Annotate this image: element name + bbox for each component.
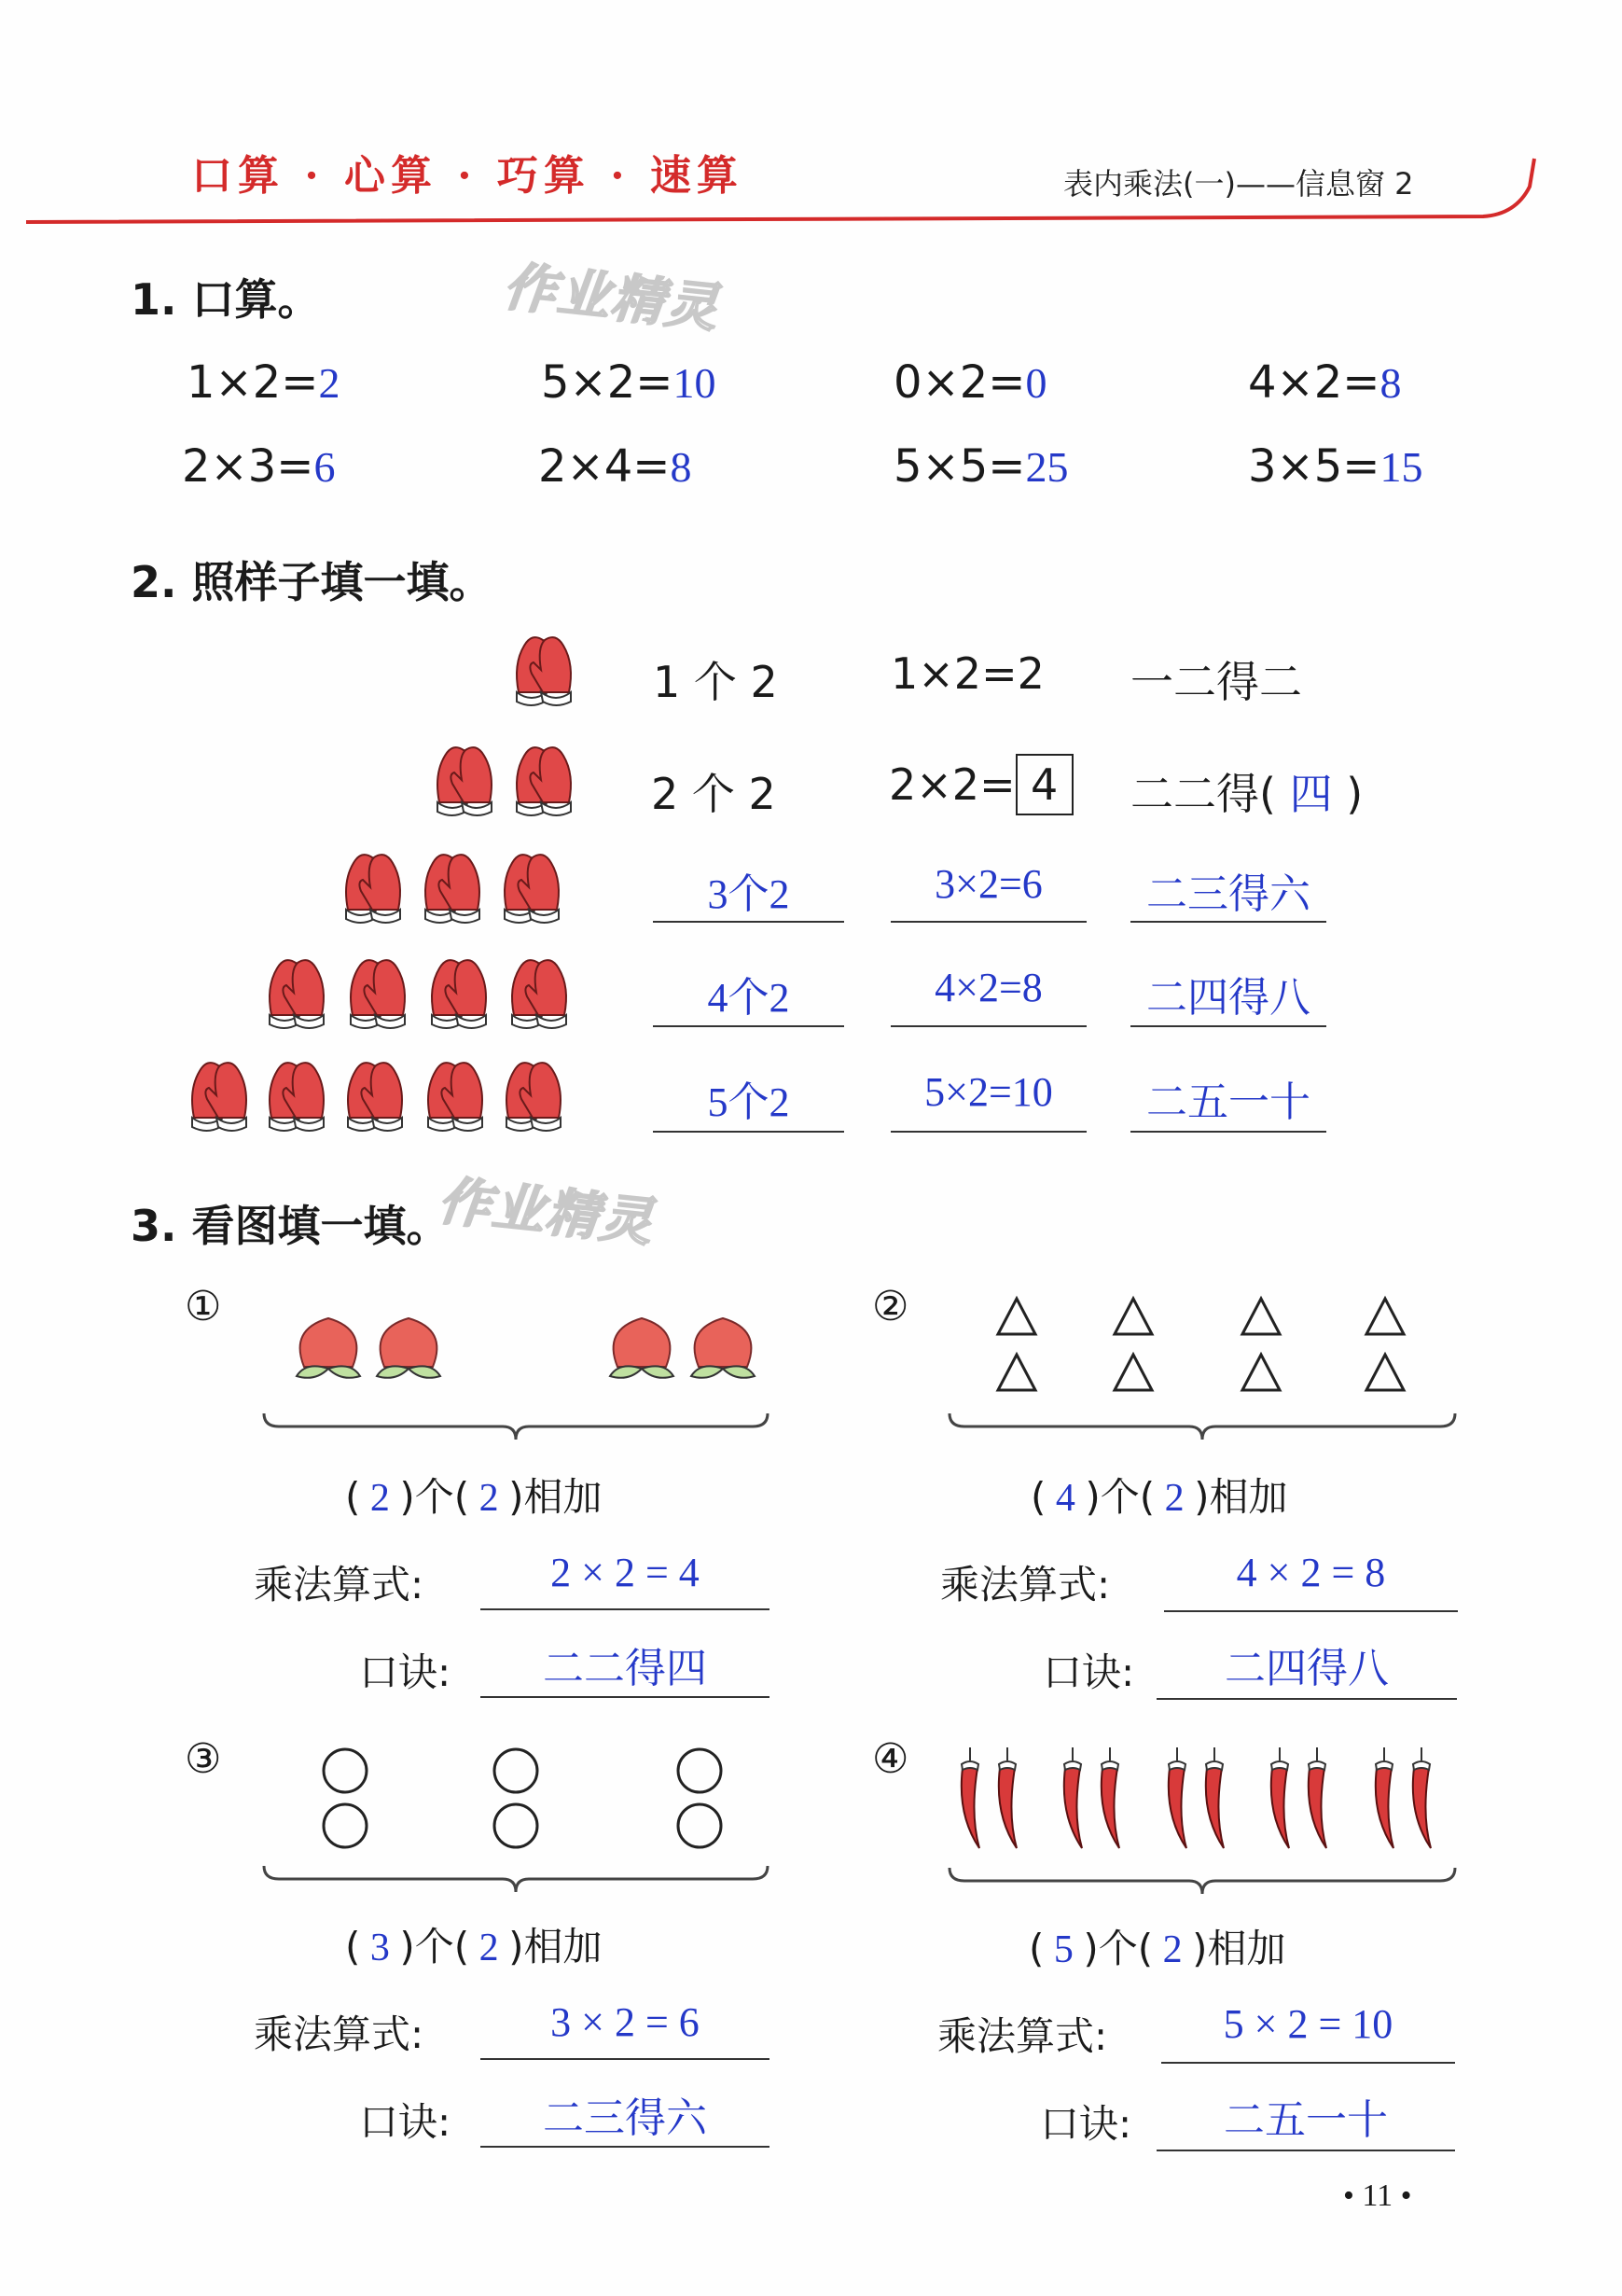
- answer: 2: [318, 359, 340, 407]
- mul-label: 乘法算式:: [254, 1562, 424, 1607]
- circle-icon: [678, 1749, 721, 1792]
- pepper-icon: [1309, 1747, 1326, 1848]
- watermark: 作业精灵: [435, 1171, 658, 1254]
- part2-add-sentence: ( 4 )个( 2 )相加: [1031, 1474, 1288, 1520]
- triangle-icon: [1366, 1299, 1404, 1334]
- underline: [1161, 2062, 1455, 2064]
- pepper-icon: [999, 1747, 1017, 1848]
- rhyme-label: 口诀:: [1043, 1649, 1135, 1695]
- part2-mul-answer: 4 × 2 = 8: [1236, 1550, 1386, 1595]
- part1-add-sentence: ( 2 )个( 2 )相加: [345, 1474, 603, 1520]
- underline: [480, 1608, 769, 1610]
- pepper-icon: [1206, 1747, 1224, 1848]
- example1-count: 1 个 2: [653, 657, 778, 707]
- pepper-icon: [1376, 1747, 1393, 1848]
- row3-count: 3个2: [707, 871, 790, 917]
- circle-icon: [494, 1749, 537, 1792]
- brace-icon: [264, 1413, 768, 1440]
- row4-rhyme: 二四得八: [1146, 975, 1310, 1021]
- circle-icon: [324, 1804, 367, 1847]
- oral-item: 4×2=8: [1248, 356, 1402, 409]
- row3-rhyme: 二三得六: [1146, 871, 1310, 917]
- triangle-icon: [1115, 1355, 1152, 1390]
- part-number: ②: [872, 1283, 909, 1330]
- row4-count: 4个2: [707, 975, 790, 1021]
- pepper-icon: [1169, 1747, 1186, 1848]
- part4-mul-answer: 5 × 2 = 10: [1223, 2001, 1393, 2047]
- part3-mul-answer: 3 × 2 = 6: [550, 1999, 700, 2045]
- section1-title: 1. 口算。: [131, 274, 321, 325]
- rhyme-label: 口诀:: [359, 2099, 451, 2145]
- row5-expr: 5×2=10: [924, 1069, 1053, 1115]
- example1-expr: 1×2=2: [891, 648, 1045, 699]
- row5-count: 5个2: [707, 1079, 790, 1125]
- triangle-icon: [1366, 1355, 1404, 1390]
- triangle-icon: [998, 1355, 1035, 1390]
- example1-rhyme: 一二得二: [1130, 657, 1302, 707]
- underline: [1157, 1698, 1457, 1700]
- page-number: • 11 •: [1343, 2178, 1412, 2213]
- watermark: 作业精灵: [500, 257, 723, 340]
- part-number: ①: [185, 1283, 222, 1330]
- example2-count: 2 个 2: [651, 769, 776, 819]
- mul-label: 乘法算式:: [937, 2013, 1108, 2059]
- answer-box: 4: [1016, 754, 1074, 815]
- header-right-title: 表内乘法(一)——信息窗 2: [1063, 166, 1414, 202]
- part1-rhyme-answer: 二二得四: [543, 1646, 707, 1691]
- part4-add-sentence: ( 5 )个( 2 )相加: [1029, 1926, 1286, 1971]
- header-left-title: 口算 · 心算 · 巧算 · 速算: [191, 152, 743, 200]
- part4-rhyme-answer: 二五一十: [1224, 2097, 1388, 2143]
- brace-icon: [950, 1413, 1455, 1440]
- section2-title: 2. 照样子填一填。: [131, 557, 492, 607]
- underline: [480, 2146, 769, 2148]
- answer: 25: [1025, 443, 1069, 491]
- answer: 8: [670, 443, 692, 491]
- part1-mul-answer: 2 × 2 = 4: [550, 1550, 700, 1595]
- oral-item: 1×2=2: [187, 356, 340, 409]
- pepper-icon: [1064, 1747, 1082, 1848]
- row4-expr: 4×2=8: [935, 965, 1043, 1010]
- part3-add-sentence: ( 3 )个( 2 )相加: [345, 1924, 603, 1969]
- rhyme-label: 口诀:: [1040, 2101, 1132, 2147]
- underline: [1164, 1610, 1458, 1612]
- circle-icon: [324, 1749, 367, 1792]
- oral-item: 0×2=0: [894, 356, 1047, 409]
- triangle-icon: [1115, 1299, 1152, 1334]
- peach-icon: [297, 1318, 360, 1378]
- underline: [1157, 2150, 1455, 2151]
- section3-title: 3. 看图填一填。: [131, 1201, 450, 1251]
- oral-item: 2×3=6: [182, 440, 336, 493]
- part2-rhyme-answer: 二四得八: [1225, 1646, 1389, 1691]
- triangle-icon: [998, 1299, 1035, 1334]
- part3-rhyme-answer: 二三得六: [543, 2095, 707, 2141]
- oral-item: 5×2=10: [541, 356, 716, 409]
- oral-item: 2×4=8: [538, 440, 692, 493]
- answer: 10: [672, 359, 716, 407]
- example2-rhyme: 二二得( 四 ): [1130, 769, 1364, 819]
- peach-icon: [610, 1318, 673, 1378]
- pepper-icon: [1271, 1747, 1289, 1848]
- answer: 8: [1379, 359, 1402, 407]
- part-number: ③: [185, 1735, 222, 1783]
- rhyme-label: 口诀:: [359, 1649, 451, 1695]
- answer: 15: [1379, 443, 1423, 491]
- brace-icon: [264, 1866, 768, 1892]
- row5-rhyme: 二五一十: [1146, 1079, 1310, 1125]
- answer: 6: [313, 443, 336, 491]
- oral-item: 5×5=25: [894, 440, 1069, 493]
- triangle-icon: [1242, 1355, 1280, 1390]
- row3-expr: 3×2=6: [935, 861, 1043, 907]
- pepper-icon: [1102, 1747, 1119, 1848]
- part-number: ④: [872, 1735, 909, 1783]
- pepper-icon: [1413, 1747, 1431, 1848]
- circle-icon: [678, 1804, 721, 1847]
- mul-label: 乘法算式:: [940, 1562, 1111, 1607]
- peach-icon: [377, 1318, 440, 1378]
- pepper-icon: [962, 1747, 979, 1848]
- oral-item: 3×5=15: [1248, 440, 1423, 493]
- underline: [480, 1696, 769, 1698]
- underline: [480, 2058, 769, 2060]
- mul-label: 乘法算式:: [254, 2011, 424, 2057]
- triangle-icon: [1242, 1299, 1280, 1334]
- answer: 0: [1025, 359, 1047, 407]
- example2-expr: 2×2= 4: [889, 754, 1074, 815]
- circle-icon: [494, 1804, 537, 1847]
- peach-icon: [691, 1318, 755, 1378]
- brace-icon: [950, 1868, 1455, 1894]
